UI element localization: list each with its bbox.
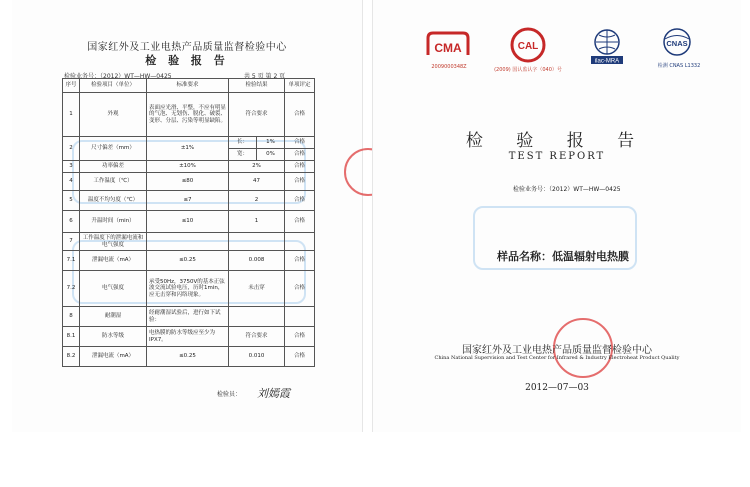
inspector-label: 检验员： [217, 391, 242, 398]
table-row [63, 327, 315, 347]
row-result [229, 307, 285, 327]
row-verdict: 合格 [285, 271, 315, 307]
row-result: 1 [229, 211, 285, 233]
row-standard: ≤10 [147, 211, 229, 233]
row-result-label: 宽： [229, 149, 257, 161]
header-standard: 标准要求 [147, 79, 229, 93]
row-result: 未击穿 [229, 271, 285, 307]
page-info: 共 5 页 第 2 页 [244, 73, 286, 80]
table-row [63, 211, 315, 233]
row-standard: ≤0.25 [147, 251, 229, 271]
row-no: 7 [63, 233, 80, 251]
row-no: 4 [63, 173, 80, 191]
report-heading: 检 验 报 告 [145, 54, 229, 67]
row-result: 2% [229, 161, 285, 173]
row-verdict: 合格 [285, 137, 315, 149]
row-no: 2 [63, 137, 80, 161]
cal-logo [509, 26, 547, 68]
row-verdict: 合格 [285, 173, 315, 191]
row-verdict: 合格 [285, 211, 315, 233]
row-result: 47 [229, 173, 285, 191]
row-standard: 承受50Hz，3750V的基本正弦波交流试验电压，历时1min，应无击穿和闪络现象。 [147, 271, 229, 307]
row-standard: ≤0.25 [147, 347, 229, 367]
row-item: 工作温度（℃） [80, 173, 147, 191]
row-verdict: 合格 [285, 161, 315, 173]
row-no: 7.1 [63, 251, 80, 271]
row-result: 1% [257, 137, 285, 149]
table-row [63, 347, 315, 367]
row-verdict: 合格 [285, 251, 315, 271]
inspector-signature: 刘嫣霞 [257, 387, 290, 400]
row-no: 1 [63, 93, 80, 137]
table-row [63, 161, 315, 173]
inspection-table [62, 78, 315, 367]
row-standard [147, 233, 229, 251]
table-row [63, 93, 315, 137]
report-date: 2012—07—03 [525, 383, 589, 393]
row-item: 升温时间（min） [80, 211, 147, 233]
row-verdict: 合格 [285, 93, 315, 137]
row-no: 7.2 [63, 271, 80, 307]
header-item: 检验项目（单位） [80, 79, 147, 93]
row-item: 尺寸偏差（mm） [80, 137, 147, 161]
table-row [63, 191, 315, 211]
row-item: 功率偏差 [80, 161, 147, 173]
row-item: 工作温度下的泄漏电流和电气强度 [80, 233, 147, 251]
row-verdict: 合格 [285, 191, 315, 211]
cma-icon [423, 30, 473, 60]
row-result-label: 长： [229, 137, 257, 149]
row-verdict: 合格 [285, 347, 315, 367]
row-item: 泄漏电流（mA） [80, 347, 147, 367]
row-no: 5 [63, 191, 80, 211]
row-result [229, 233, 285, 251]
table-row [63, 173, 315, 191]
cnas-logo [657, 26, 697, 62]
cal-icon [509, 26, 547, 64]
row-no: 8 [63, 307, 80, 327]
row-item: 耐潮湿 [80, 307, 147, 327]
row-item: 泄漏电流（mA） [80, 251, 147, 271]
row-standard: 经耐潮湿试验后，进行如下试验： [147, 307, 229, 327]
issuing-organization: 国家红外及工业电热产品质量监督检验中心 [462, 345, 652, 356]
row-result: 0.010 [229, 347, 285, 367]
report-cover-right [372, 0, 741, 432]
svg-text:CAL: CAL [517, 41, 539, 52]
business-number: 检验业务号：（2012）WT—HW—0425 [513, 186, 621, 193]
business-number: 检验业务号：（2012）WT—HW—0425 [64, 73, 172, 80]
row-no: 8.2 [63, 347, 80, 367]
cover-title: 检 验 报 告 [465, 131, 649, 151]
svg-text:ilac-MRA: ilac-MRA [594, 58, 620, 65]
header-result: 检验结果 [229, 79, 285, 93]
row-item: 防水等级 [80, 327, 147, 347]
row-result: 0% [257, 149, 285, 161]
row-no: 8.1 [63, 327, 80, 347]
row-standard: ±10% [147, 161, 229, 173]
cma-logo [423, 30, 473, 64]
row-no: 3 [63, 161, 80, 173]
row-result: 符合要求 [229, 93, 285, 137]
cover-title-en: TEST REPORT [508, 151, 606, 162]
sample-label: 样品名称： [497, 250, 552, 263]
header-no: 序号 [63, 79, 80, 93]
table-row [63, 307, 315, 327]
report-page-left [12, 0, 363, 432]
row-item: 外观 [80, 93, 147, 137]
table-row [63, 233, 315, 251]
ilac-mra-icon [587, 26, 627, 66]
issuing-organization-en: China National Supervision and Test Center for Infrared & Industry Electroheat Product Quality [434, 355, 680, 361]
sample-value: 低温辐射电热膜 [552, 250, 629, 263]
row-verdict: 合格 [285, 327, 315, 347]
svg-text:CMA: CMA [434, 41, 462, 55]
row-no: 6 [63, 211, 80, 233]
row-standard: 表面应光滑、平整，不应有明显的气泡、无划伤、脱化、破裂、变形、分层、污染等明显缺陷。 [147, 93, 229, 137]
row-result: 2 [229, 191, 285, 211]
row-verdict [285, 233, 315, 251]
cnas-caption: 检测 CNAS L1332 [657, 63, 701, 69]
cnas-icon [657, 26, 697, 58]
svg-text:CNAS: CNAS [666, 39, 688, 48]
row-standard: 电热膜的防水等级应至少为IPX7。 [147, 327, 229, 347]
row-standard: ≤7 [147, 191, 229, 211]
row-item: 电气强度 [80, 271, 147, 307]
table-row [63, 137, 315, 149]
row-result: 符合要求 [229, 327, 285, 347]
table-row [63, 251, 315, 271]
row-standard: ±1% [147, 137, 229, 161]
table-row [63, 271, 315, 307]
row-standard: ≤80 [147, 173, 229, 191]
row-result: 0.008 [229, 251, 285, 271]
row-item: 温度不均匀度（℃） [80, 191, 147, 211]
table-header-row [63, 79, 315, 93]
row-verdict: 合格 [285, 149, 315, 161]
row-verdict [285, 307, 315, 327]
report-org-title: 国家红外及工业电热产品质量监督检验中心 [87, 42, 287, 53]
header-verdict: 单项评定 [285, 79, 315, 93]
cal-caption: (2009) 国认监认字（040）号 [494, 67, 562, 73]
cma-caption: 2009000348Z [431, 64, 467, 70]
ilac-mra-logo [587, 26, 627, 70]
sample-name [497, 248, 629, 264]
